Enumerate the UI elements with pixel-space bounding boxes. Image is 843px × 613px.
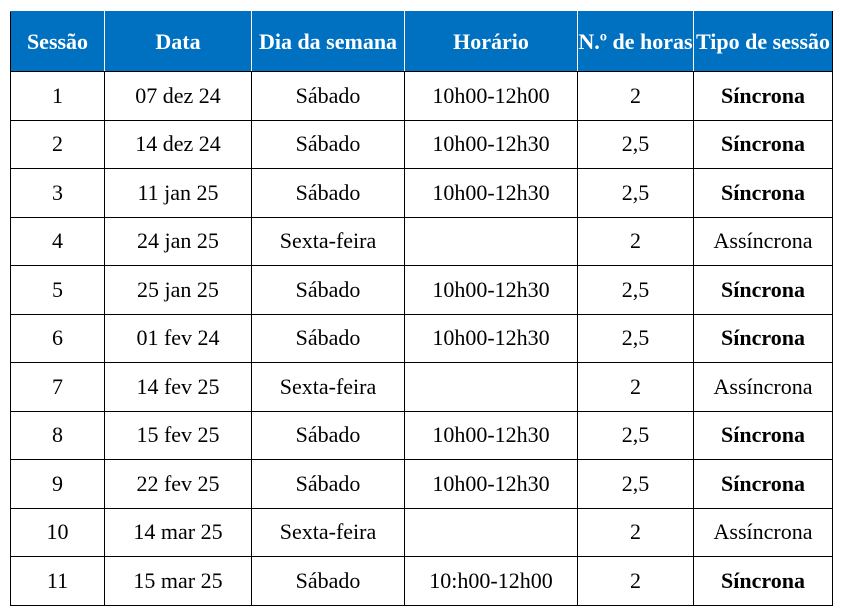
cell-session-type: Síncrona [694, 411, 833, 460]
cell-time: 10h00-12h30 [405, 120, 578, 169]
cell-weekday: Sábado [252, 72, 405, 121]
table-row [11, 557, 833, 606]
cell-session: 11 [11, 557, 105, 606]
header-session-type: Tipo de sessão [694, 12, 833, 72]
cell-hours: 2 [578, 217, 694, 266]
table-row [11, 460, 833, 509]
cell-weekday: Sábado [252, 411, 405, 460]
cell-hours: 2 [578, 363, 694, 412]
table-body [11, 72, 833, 606]
table-row [11, 217, 833, 266]
cell-session: 7 [11, 363, 105, 412]
cell-weekday: Sexta-feira [252, 508, 405, 557]
cell-session-type: Assíncrona [694, 508, 833, 557]
cell-session: 8 [11, 411, 105, 460]
cell-time: 10h00-12h30 [405, 169, 578, 218]
table-row [11, 363, 833, 412]
cell-time: 10:h00-12h00 [405, 557, 578, 606]
cell-hours: 2 [578, 557, 694, 606]
table-row [11, 314, 833, 363]
cell-weekday: Sábado [252, 557, 405, 606]
cell-session-type: Síncrona [694, 120, 833, 169]
cell-time: 10h00-12h30 [405, 266, 578, 315]
cell-hours: 2 [578, 508, 694, 557]
cell-session-type: Síncrona [694, 314, 833, 363]
cell-hours: 2 [578, 72, 694, 121]
cell-date: 25 jan 25 [105, 266, 252, 315]
cell-session: 10 [11, 508, 105, 557]
cell-time: 10h00-12h00 [405, 72, 578, 121]
cell-time: 10h00-12h30 [405, 411, 578, 460]
cell-date: 15 fev 25 [105, 411, 252, 460]
cell-time: 10h00-12h30 [405, 460, 578, 509]
header-date: Data [105, 12, 252, 72]
cell-weekday: Sábado [252, 266, 405, 315]
cell-session: 5 [11, 266, 105, 315]
cell-time [405, 363, 578, 412]
table-row [11, 72, 833, 121]
cell-hours: 2,5 [578, 120, 694, 169]
cell-date: 14 fev 25 [105, 363, 252, 412]
cell-hours: 2,5 [578, 169, 694, 218]
cell-session: 9 [11, 460, 105, 509]
cell-weekday: Sexta-feira [252, 363, 405, 412]
header-row [11, 12, 833, 72]
header-session: Sessão [11, 12, 105, 72]
table-row [11, 169, 833, 218]
cell-session: 1 [11, 72, 105, 121]
cell-session: 2 [11, 120, 105, 169]
cell-hours: 2,5 [578, 314, 694, 363]
cell-time [405, 508, 578, 557]
cell-weekday: Sábado [252, 120, 405, 169]
table-header [11, 12, 833, 72]
cell-session-type: Síncrona [694, 169, 833, 218]
cell-weekday: Sábado [252, 460, 405, 509]
cell-time [405, 217, 578, 266]
cell-date: 11 jan 25 [105, 169, 252, 218]
cell-weekday: Sábado [252, 314, 405, 363]
cell-date: 15 mar 25 [105, 557, 252, 606]
header-weekday: Dia da semana [252, 12, 405, 72]
table-row [11, 411, 833, 460]
cell-hours: 2,5 [578, 266, 694, 315]
cell-session-type: Assíncrona [694, 217, 833, 266]
cell-hours: 2,5 [578, 460, 694, 509]
cell-time: 10h00-12h30 [405, 314, 578, 363]
cell-date: 01 fev 24 [105, 314, 252, 363]
cell-date: 22 fev 25 [105, 460, 252, 509]
table-row [11, 266, 833, 315]
cell-session-type: Assíncrona [694, 363, 833, 412]
header-time: Horário [405, 12, 578, 72]
header-hours: N.º de horas [578, 12, 694, 72]
cell-date: 14 mar 25 [105, 508, 252, 557]
cell-session: 6 [11, 314, 105, 363]
cell-weekday: Sexta-feira [252, 217, 405, 266]
cell-session: 4 [11, 217, 105, 266]
cell-date: 07 dez 24 [105, 72, 252, 121]
session-schedule-table [10, 11, 833, 606]
cell-session-type: Síncrona [694, 72, 833, 121]
cell-date: 24 jan 25 [105, 217, 252, 266]
cell-weekday: Sábado [252, 169, 405, 218]
cell-session-type: Síncrona [694, 460, 833, 509]
table-row [11, 508, 833, 557]
cell-session-type: Síncrona [694, 557, 833, 606]
cell-date: 14 dez 24 [105, 120, 252, 169]
table-row [11, 120, 833, 169]
cell-session-type: Síncrona [694, 266, 833, 315]
cell-session: 3 [11, 169, 105, 218]
cell-hours: 2,5 [578, 411, 694, 460]
